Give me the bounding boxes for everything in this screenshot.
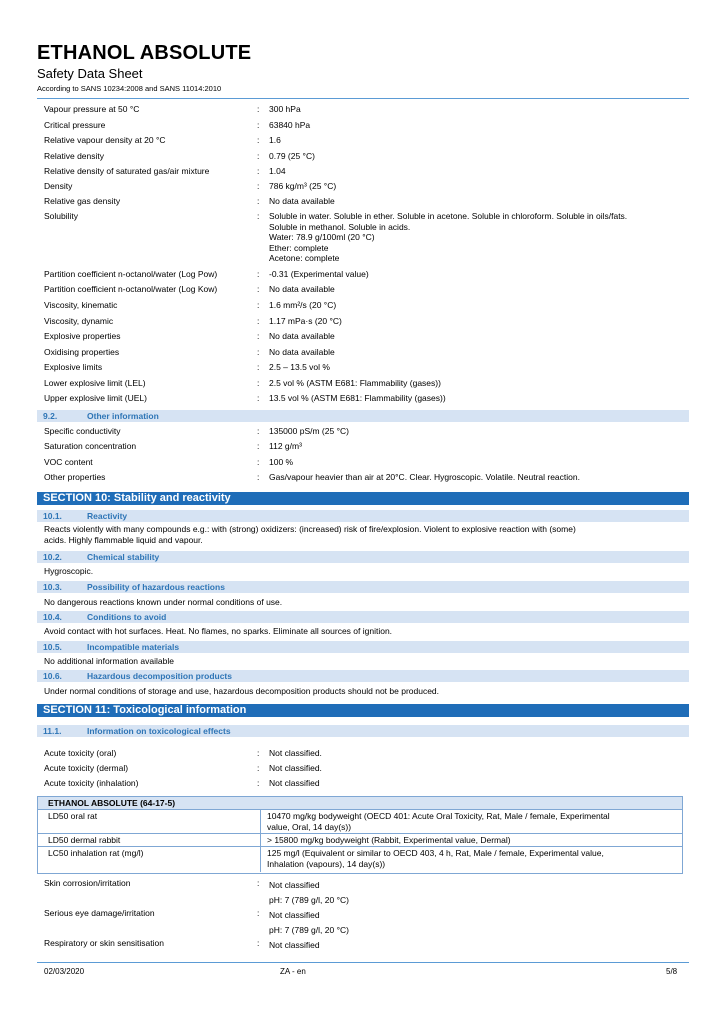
property-value <box>269 878 689 908</box>
property-value <box>269 472 689 483</box>
property-label: Saturation concentration <box>44 441 137 451</box>
property-label: Lower explosive limit (LEL) <box>44 378 146 388</box>
value-line: Acetone: complete <box>269 253 340 263</box>
subsection-header <box>37 510 689 522</box>
subsection-title: Information on toxicological effects <box>87 726 231 736</box>
property-label: Viscosity, kinematic <box>44 300 118 310</box>
footer-language: ZA - en <box>280 967 306 976</box>
subsection-title: Hazardous decomposition products <box>87 671 232 681</box>
section-header-10 <box>37 492 689 505</box>
subsection-header-9-2 <box>37 410 689 422</box>
property-label: Specific conductivity <box>44 426 121 436</box>
subsection-title: Conditions to avoid <box>87 612 167 622</box>
subsection-header <box>37 551 689 563</box>
subsection-title: Reactivity <box>87 511 128 521</box>
property-label: Skin corrosion/irritation <box>44 878 131 888</box>
subsection-text <box>44 597 684 608</box>
value-line: Not classified <box>269 940 320 950</box>
subsection-number: 10.4. <box>43 612 62 622</box>
regulation-reference: According to SANS 10234:2008 and SANS 11014:2010 <box>37 84 222 93</box>
property-value <box>269 938 689 953</box>
property-label: Oxidising properties <box>44 347 120 357</box>
subsection-header <box>37 581 689 593</box>
subsection-header <box>37 670 689 682</box>
value-line: 0.79 (25 °C) <box>269 151 315 161</box>
test-name: LC50 inhalation rat (mg/l) <box>48 848 144 858</box>
separator-colon: : <box>257 181 260 191</box>
subsection-number: 10.6. <box>43 671 62 681</box>
value-line: Gas/vapour heavier than air at 20°C. Clear. Hygroscopic. Volatile. Neutral reaction. <box>269 472 580 482</box>
separator-colon: : <box>257 362 260 372</box>
column-divider <box>260 810 261 833</box>
separator-colon: : <box>257 151 260 161</box>
property-label: Relative gas density <box>44 196 121 206</box>
property-label: Explosive limits <box>44 362 103 372</box>
subsection-title: Possibility of hazardous reactions <box>87 582 225 592</box>
property-label: Partition coefficient n-octanol/water (Log Kow) <box>44 284 218 294</box>
property-value <box>269 378 689 389</box>
property-label: Other properties <box>44 472 106 482</box>
result-line: 125 mg/l (Equivalent or similar to OECD 403, 4 h, Rat, Male / female, Experimental value, <box>267 848 604 858</box>
property-label: Partition coefficient n-octanol/water (Log Pow) <box>44 269 218 279</box>
property-value <box>269 196 689 207</box>
footer-date: 02/03/2020 <box>44 967 85 976</box>
subsection-text <box>44 656 684 667</box>
subsection-text <box>44 524 684 545</box>
value-line: 1.6 mm²/s (20 °C) <box>269 300 337 310</box>
subsection-number: 10.5. <box>43 642 62 652</box>
value-line: No data available <box>269 196 335 206</box>
value-line: 100 % <box>269 457 294 467</box>
property-value <box>269 120 689 131</box>
property-label: Viscosity, dynamic <box>44 316 114 326</box>
value-line: 135000 pS/m (25 °C) <box>269 426 349 436</box>
subsection-title: Incompatible materials <box>87 642 180 652</box>
section-title: SECTION 11: Toxicological information <box>43 704 247 716</box>
separator-colon: : <box>257 908 260 918</box>
property-label: Acute toxicity (dermal) <box>44 763 129 773</box>
value-line: No data available <box>269 284 335 294</box>
separator-colon: : <box>257 778 260 788</box>
separator-colon: : <box>257 878 260 888</box>
document-subtitle: Safety Data Sheet <box>37 66 143 81</box>
subsection-header <box>37 611 689 623</box>
separator-colon: : <box>257 120 260 130</box>
property-label: Serious eye damage/irritation <box>44 908 155 918</box>
value-line: 786 kg/m³ (25 °C) <box>269 181 337 191</box>
separator-colon: : <box>257 441 260 451</box>
subsection-title: Other information <box>87 411 159 421</box>
subsection-text <box>44 626 684 637</box>
value-line: 1.6 <box>269 135 281 145</box>
result-line: > 15800 mg/kg bodyweight (Rabbit, Experimental value, Dermal) <box>267 835 511 845</box>
value-line: 2.5 – 13.5 vol % <box>269 362 330 372</box>
value-line: 13.5 vol % (ASTM E681: Flammability (gases)) <box>269 393 446 403</box>
value-line: 2.5 vol % (ASTM E681: Flammability (gases)) <box>269 378 441 388</box>
separator-colon: : <box>257 938 260 948</box>
property-value <box>269 151 689 162</box>
separator-colon: : <box>257 331 260 341</box>
subsection-number: 10.1. <box>43 511 62 521</box>
toxicity-table-row <box>38 847 682 872</box>
text-line: Reacts violently with many compounds e.g.: with (strong) oxidizers: (increased) risk of fire/explosion. Violent to explosive reaction with (some) <box>44 524 576 534</box>
property-value <box>269 393 689 404</box>
property-label: Explosive properties <box>44 331 121 341</box>
property-value <box>269 778 689 789</box>
separator-colon: : <box>257 196 260 206</box>
separator-colon: : <box>257 211 260 221</box>
property-value <box>269 316 689 327</box>
result-line: 10470 mg/kg bodyweight (OECD 401: Acute Oral Toxicity, Rat, Male / female, Experimental <box>267 811 610 821</box>
test-name: LD50 dermal rabbit <box>48 835 121 845</box>
column-divider <box>260 834 261 846</box>
value-line: 1.17 mPa·s (20 °C) <box>269 316 342 326</box>
property-value <box>269 426 689 437</box>
property-label: Relative vapour density at 20 °C <box>44 135 166 145</box>
value-line: Not classified <box>269 910 320 920</box>
subsection-text <box>44 686 684 697</box>
property-value <box>269 441 689 452</box>
test-result <box>267 848 672 869</box>
property-label: Upper explosive limit (UEL) <box>44 393 147 403</box>
separator-colon: : <box>257 284 260 294</box>
subsection-number: 10.2. <box>43 552 62 562</box>
property-value <box>269 457 689 468</box>
result-line: Inhalation (vapours), 14 day(s)) <box>267 858 386 869</box>
value-line: 63840 hPa <box>269 120 311 130</box>
property-label: Vapour pressure at 50 °C <box>44 104 140 114</box>
property-value <box>269 284 689 295</box>
test-result <box>267 835 672 846</box>
text-line: acids. Highly flammable liquid and vapour. <box>44 534 203 545</box>
property-label: Relative density <box>44 151 105 161</box>
property-value <box>269 908 689 938</box>
value-line: Ether: complete <box>269 242 329 253</box>
separator-colon: : <box>257 457 260 467</box>
test-result <box>267 811 672 832</box>
toxicity-table-row <box>38 834 682 847</box>
footer-page-number: 5/8 <box>666 967 678 976</box>
value-line: Soluble in methanol. Soluble in acids. <box>269 221 411 232</box>
subsection-header-11-1 <box>37 725 689 737</box>
property-label: Acute toxicity (oral) <box>44 748 117 758</box>
property-value <box>269 763 689 774</box>
property-label: Respiratory or skin sensitisation <box>44 938 164 948</box>
result-line: value, Oral, 14 day(s)) <box>267 821 352 832</box>
text-line: Hygroscopic. <box>44 566 94 576</box>
property-value <box>269 104 689 115</box>
subsection-number: 10.3. <box>43 582 62 592</box>
property-label: Density <box>44 181 73 191</box>
property-value <box>269 269 689 280</box>
property-value <box>269 331 689 342</box>
column-divider <box>260 847 261 872</box>
value-line: Not classified <box>269 880 320 890</box>
separator-colon: : <box>257 472 260 482</box>
value-line: 1.04 <box>269 166 286 176</box>
property-value <box>269 181 689 192</box>
subsection-number: 11.1. <box>43 726 62 736</box>
property-value <box>269 211 689 264</box>
toxicity-table-header <box>38 797 682 810</box>
property-label: Solubility <box>44 211 79 221</box>
property-value <box>269 347 689 358</box>
separator-colon: : <box>257 300 260 310</box>
header-divider <box>37 98 689 99</box>
text-line: No additional information available <box>44 656 174 666</box>
value-line: 112 g/m³ <box>269 441 302 451</box>
property-label: Relative density of saturated gas/air mixture <box>44 166 210 176</box>
test-name: LD50 oral rat <box>48 811 98 821</box>
toxicity-table-row <box>38 810 682 834</box>
value-line: No data available <box>269 331 335 341</box>
separator-colon: : <box>257 104 260 114</box>
substance-name: ETHANOL ABSOLUTE (64-17-5) <box>48 798 176 808</box>
value-line: Not classified <box>269 778 320 788</box>
value-line: Not classified. <box>269 748 322 758</box>
separator-colon: : <box>257 347 260 357</box>
property-value <box>269 362 689 373</box>
document-title: ETHANOL ABSOLUTE <box>37 42 252 64</box>
property-label: VOC content <box>44 457 93 467</box>
value-line: Water: 78.9 g/100ml (20 °C) <box>269 232 375 242</box>
separator-colon: : <box>257 166 260 176</box>
property-value <box>269 135 689 146</box>
value-line: Not classified. <box>269 763 322 773</box>
property-label: Critical pressure <box>44 120 106 130</box>
text-line: Avoid contact with hot surfaces. Heat. No flames, no sparks. Eliminate all sources of ignition. <box>44 626 393 636</box>
property-label: Acute toxicity (inhalation) <box>44 778 139 788</box>
footer-divider <box>37 962 689 963</box>
text-line: Under normal conditions of storage and use, hazardous decomposition products should not be produced. <box>44 686 440 696</box>
section-title: SECTION 10: Stability and reactivity <box>43 492 231 504</box>
separator-colon: : <box>257 748 260 758</box>
subsection-title: Chemical stability <box>87 552 160 562</box>
value-line: -0.31 (Experimental value) <box>269 269 369 279</box>
separator-colon: : <box>257 135 260 145</box>
subsection-header <box>37 641 689 653</box>
separator-colon: : <box>257 426 260 436</box>
property-value <box>269 166 689 177</box>
subsection-number: 9.2. <box>43 411 58 421</box>
section-header-11 <box>37 704 689 717</box>
value-line: pH: 7 (789 g/l, 20 °C) <box>269 925 349 935</box>
separator-colon: : <box>257 763 260 773</box>
subsection-text <box>44 566 684 577</box>
value-line: Soluble in water. Soluble in ether. Soluble in acetone. Soluble in chloroform. Soluble in oils/fats. <box>269 211 628 221</box>
property-value <box>269 748 689 759</box>
separator-colon: : <box>257 316 260 326</box>
value-line: No data available <box>269 347 335 357</box>
property-value <box>269 300 689 311</box>
text-line: No dangerous reactions known under normal conditions of use. <box>44 597 283 607</box>
separator-colon: : <box>257 393 260 403</box>
value-line: pH: 7 (789 g/l, 20 °C) <box>269 895 349 905</box>
toxicity-table <box>37 796 683 874</box>
separator-colon: : <box>257 269 260 279</box>
value-line: 300 hPa <box>269 104 301 114</box>
separator-colon: : <box>257 378 260 388</box>
